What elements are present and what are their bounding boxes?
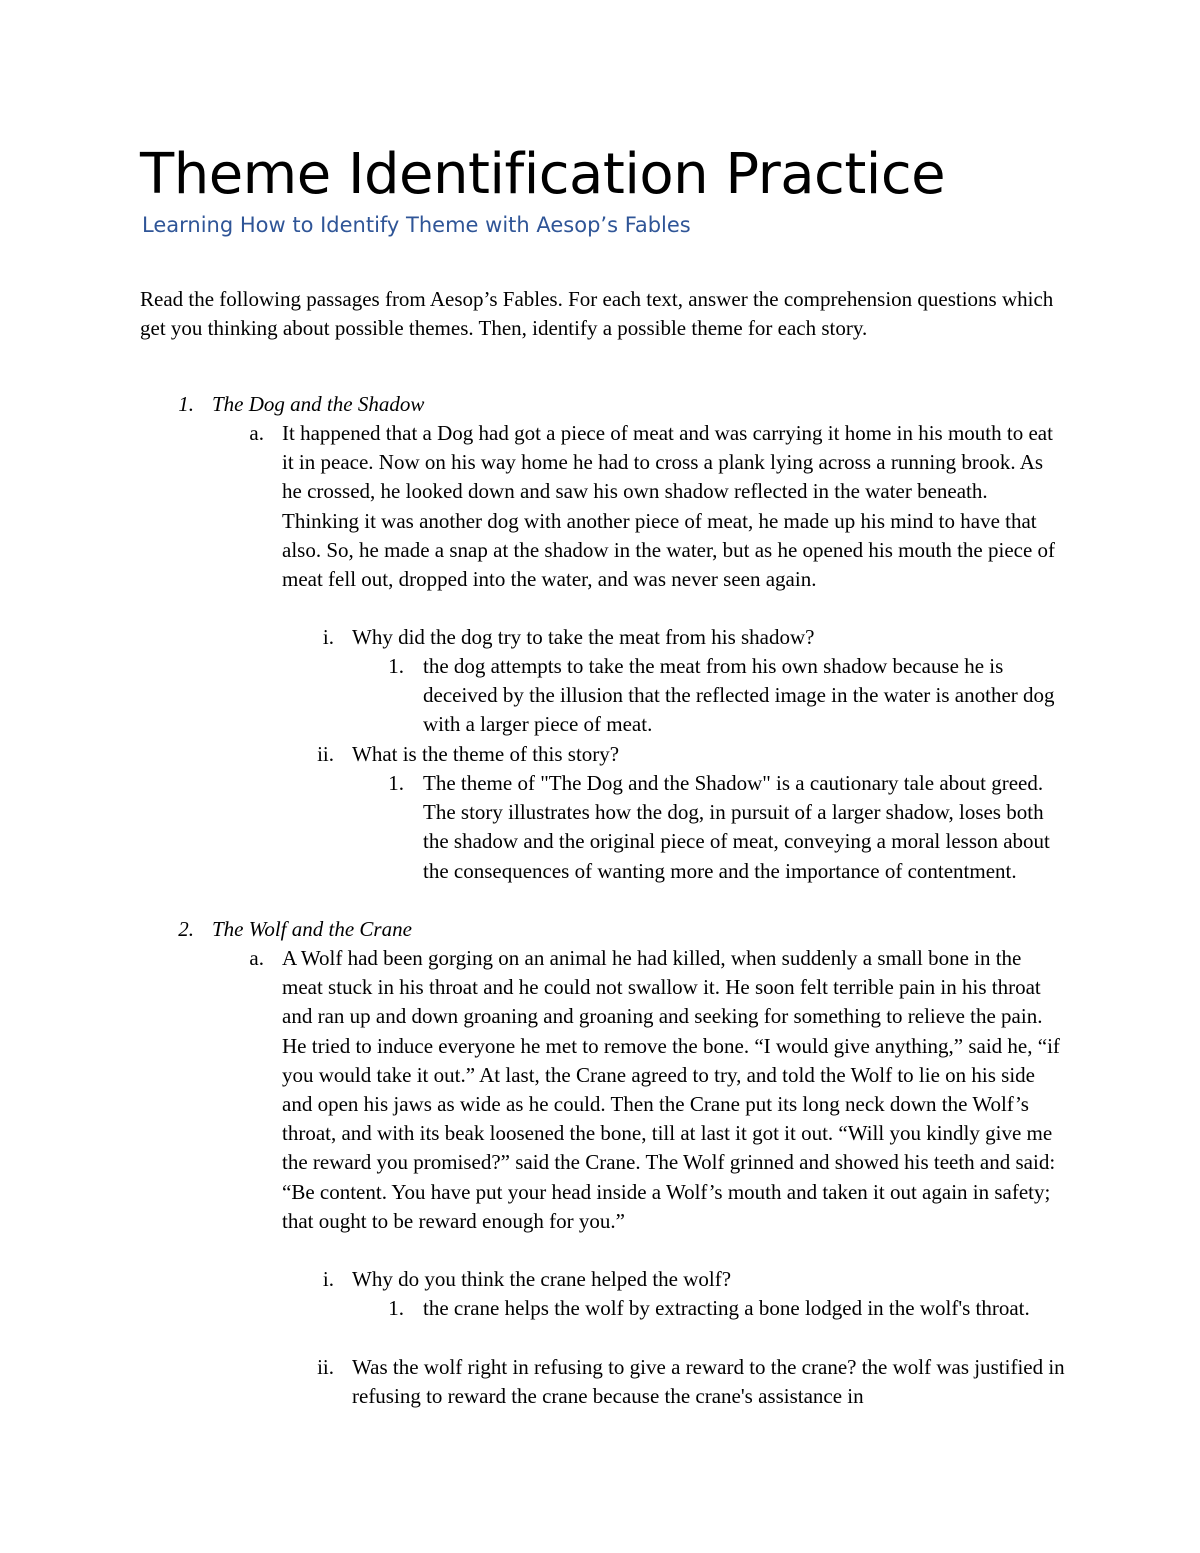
document-subtitle: Learning How to Identify Theme with Aesop’s Fables	[142, 213, 691, 237]
answer-text: the crane helps the wolf by extracting a bone lodged in the wolf's throat.	[423, 1296, 1030, 1320]
fable-title: The Wolf and the Crane	[212, 917, 412, 941]
question-text: Why did the dog try to take the meat from his shadow?	[352, 625, 815, 649]
document-title: Theme Identification Practice	[140, 142, 946, 207]
answer-marker: 1.	[388, 771, 404, 795]
fable-passage: It happened that a Dog had got a piece of meat and was carrying it home in his mouth to eat it in peace. Now on his way home he had to cross a plank lying across a running brook. As he crossed, he looked down and saw his own shadow reflected in the water beneath. Thinking it was another dog with another piece of meat, he made up his mind to have that also. So, he made a snap at the shadow in the water, but as he opened his mouth the piece of meat fell out, dropped into the water, and was never seen again.	[282, 421, 1056, 592]
question-marker: i.	[322, 1267, 334, 1291]
question-marker: ii.	[317, 1355, 334, 1379]
fable-passage: A Wolf had been gorging on an animal he had killed, when suddenly a small bone in the meat stuck in his throat and he could not swallow it. He soon felt terrible pain in his throat and ran up and down groaning and groaning and seeking for something to relieve the pain. He tried to induce everyone he met to remove the bone. “I would give anything,” said he, “if you would take it out.” At last, the Crane agreed to try, and told the Wolf to lie on his side and open his jaws as wide as he could. Then the Crane put its long neck down the Wolf’s throat, and with its beak loosened the bone, till at last it got it out. “Will you kindly give me the reward you promised?” said the Crane. The Wolf grinned and showed his teeth and said: “Be content. You have put your head inside a Wolf’s mouth and taken it out again in safety; that ought to be reward enough for you.”	[282, 946, 1060, 1233]
question-marker: ii.	[317, 742, 334, 766]
fable-title: The Dog and the Shadow	[212, 392, 425, 416]
question-text: What is the theme of this story?	[352, 742, 620, 766]
passage-marker: a.	[249, 421, 264, 445]
question-text: Was the wolf right in refusing to give a reward to the crane? the wolf was justified in refusing to reward the crane because the crane's assistance in	[352, 1355, 1065, 1409]
intro-paragraph: Read the following passages from Aesop’s Fables. For each text, answer the comprehension questions which get you thinking about possible themes. Then, identify a possible theme for each story.	[140, 287, 1054, 341]
answer-text: The theme of "The Dog and the Shadow" is a cautionary tale about greed. The story illustrates how the dog, in pursuit of a larger shadow, loses both the shadow and the original piece of meat, conveying a moral lesson about the consequences of wanting more and the importance of contentment.	[423, 771, 1050, 883]
question-marker: i.	[322, 625, 334, 649]
passage-marker: a.	[249, 946, 264, 970]
answer-text: the dog attempts to take the meat from his own shadow because he is deceived by the illusion that the reflected image in the water is another dog with a larger piece of meat.	[423, 654, 1055, 737]
question-text: Why do you think the crane helped the wolf?	[352, 1267, 732, 1291]
answer-marker: 1.	[388, 1296, 404, 1320]
answer-marker: 1.	[388, 654, 404, 678]
fable-number: 2.	[178, 917, 194, 941]
fable-number: 1.	[178, 392, 194, 416]
